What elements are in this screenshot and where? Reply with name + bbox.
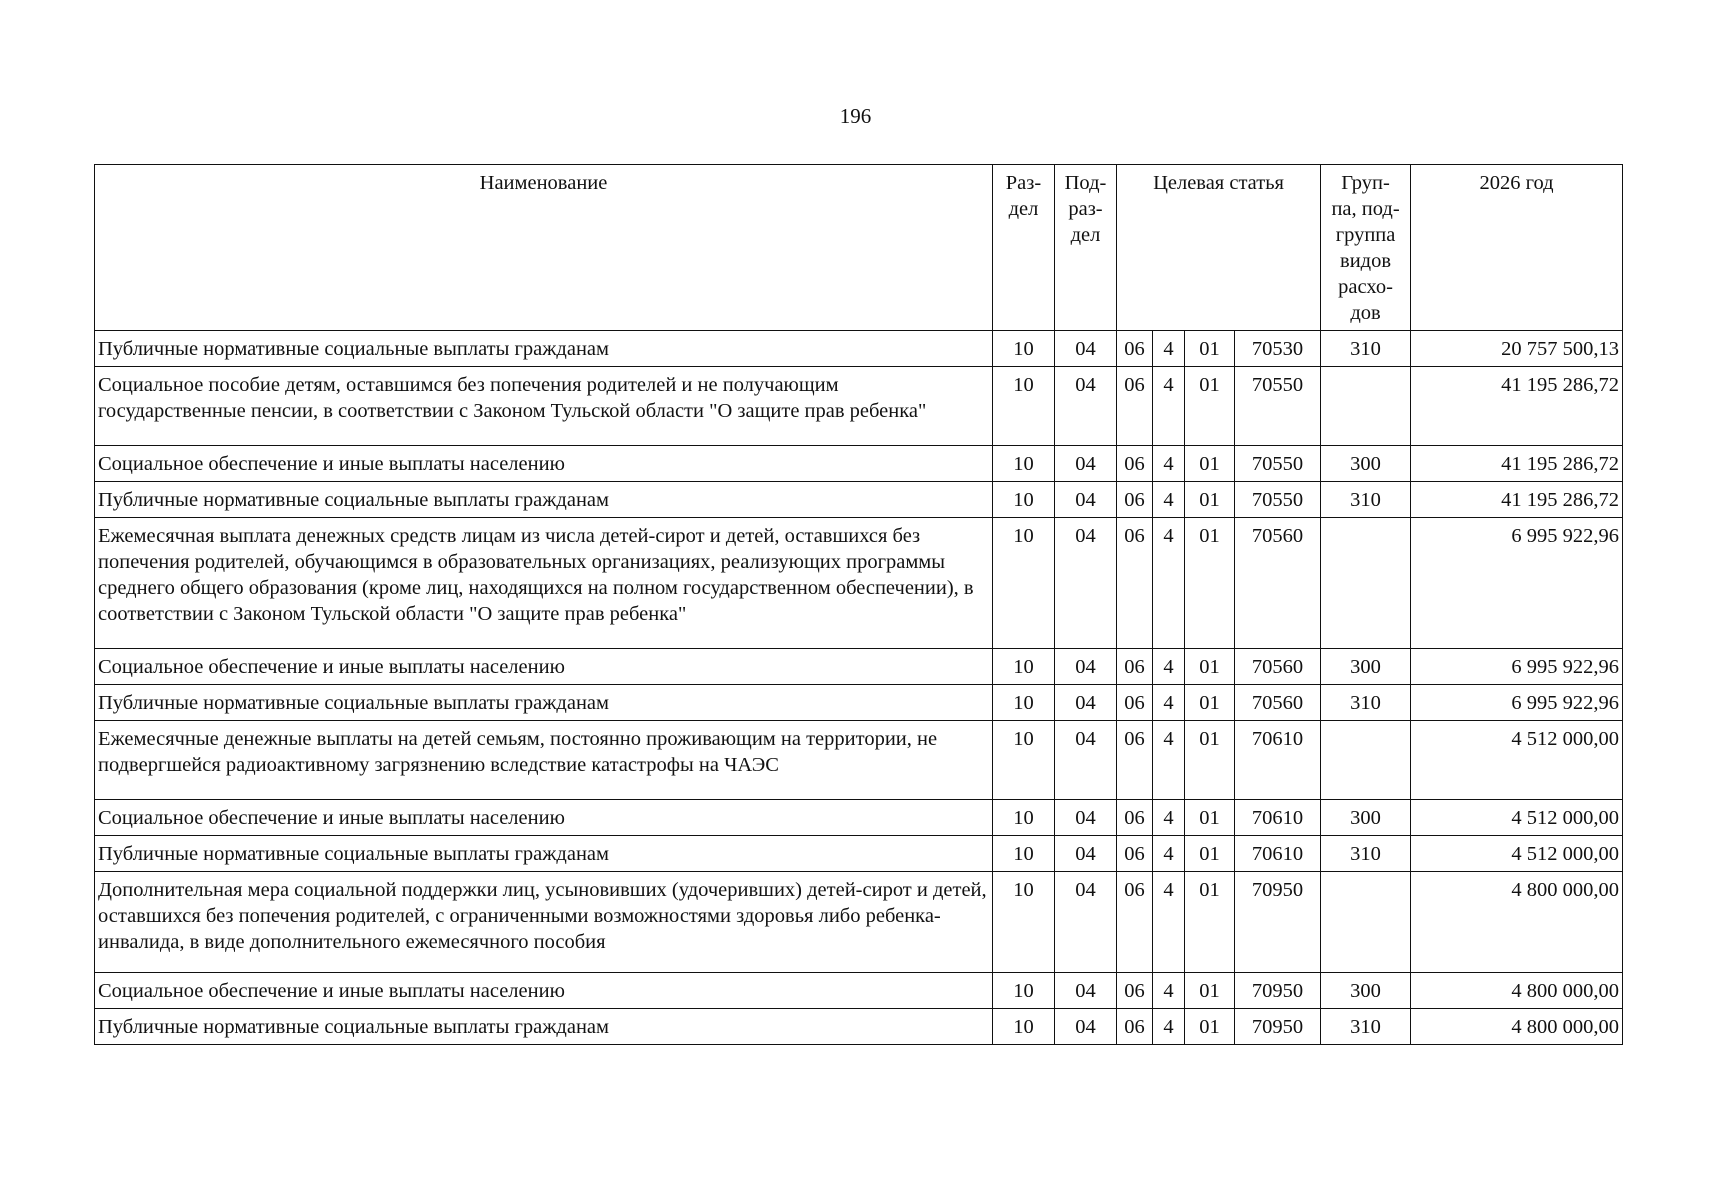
row-section: 10 (993, 685, 1055, 721)
header-year: 2026 год (1411, 165, 1623, 331)
row-name: Социальное обеспечение и иные выплаты населению (95, 446, 993, 482)
row-target-subprogram: 01 (1185, 973, 1235, 1009)
table-row (95, 367, 1623, 446)
row-expense-group: 300 (1321, 446, 1411, 482)
header-name: Наименование (95, 165, 993, 331)
row-expense-group: 310 (1321, 685, 1411, 721)
row-amount: 4 800 000,00 (1411, 872, 1623, 973)
header-subsection: Под- раз- дел (1055, 165, 1117, 331)
row-target-subprogram: 01 (1185, 836, 1235, 872)
row-target-type: 4 (1153, 836, 1185, 872)
row-section: 10 (993, 836, 1055, 872)
row-target-direction: 70950 (1235, 973, 1321, 1009)
row-target-subprogram: 01 (1185, 331, 1235, 367)
table-body (95, 331, 1623, 1045)
row-amount: 41 195 286,72 (1411, 482, 1623, 518)
row-section: 10 (993, 872, 1055, 973)
page-number: 196 (839, 104, 872, 128)
row-amount: 4 800 000,00 (1411, 1009, 1623, 1045)
header-target: Целевая статья (1117, 165, 1321, 331)
row-target-program: 06 (1117, 836, 1153, 872)
row-amount: 41 195 286,72 (1411, 367, 1623, 446)
row-target-direction: 70560 (1235, 518, 1321, 649)
row-target-subprogram: 01 (1185, 872, 1235, 973)
row-target-type: 4 (1153, 367, 1185, 446)
row-expense-group: 310 (1321, 331, 1411, 367)
header-section: Раз- дел (993, 165, 1055, 331)
row-target-program: 06 (1117, 973, 1153, 1009)
row-section: 10 (993, 800, 1055, 836)
row-target-program: 06 (1117, 872, 1153, 973)
row-amount: 4 512 000,00 (1411, 836, 1623, 872)
row-name: Ежемесячные денежные выплаты на детей семьям, постоянно проживающим на территории, не подвергшейся радиоактивному загрязнению вследствие катастрофы на ЧАЭС (95, 721, 993, 800)
row-section: 10 (993, 446, 1055, 482)
budget-table (94, 164, 1623, 1045)
row-expense-group (1321, 518, 1411, 649)
row-name: Дополнительная мера социальной поддержки лиц, усыновивших (удочеривших) детей-сирот и детей, оставшихся без попечения родителей, с ограниченными возможностями здоровья либо ребенка-инвалида, в виде дополнительного ежемесячного пособия (95, 872, 993, 973)
row-section: 10 (993, 1009, 1055, 1045)
table-row (95, 721, 1623, 800)
row-amount: 6 995 922,96 (1411, 518, 1623, 649)
table-row (95, 836, 1623, 872)
row-target-type: 4 (1153, 685, 1185, 721)
row-target-type: 4 (1153, 446, 1185, 482)
row-subsection: 04 (1055, 331, 1117, 367)
row-name: Публичные нормативные социальные выплаты гражданам (95, 836, 993, 872)
row-name: Социальное пособие детям, оставшимся без попечения родителей и не получающим государственные пенсии, в соответствии с Законом Тульской области "О защите прав ребенка" (95, 367, 993, 446)
row-target-type: 4 (1153, 721, 1185, 800)
row-subsection: 04 (1055, 836, 1117, 872)
table-row (95, 872, 1623, 973)
row-target-type: 4 (1153, 800, 1185, 836)
row-target-program: 06 (1117, 1009, 1153, 1045)
row-expense-group: 310 (1321, 836, 1411, 872)
row-target-program: 06 (1117, 367, 1153, 446)
row-amount: 6 995 922,96 (1411, 685, 1623, 721)
row-target-direction: 70530 (1235, 331, 1321, 367)
row-target-program: 06 (1117, 482, 1153, 518)
header-group: Груп- па, под- группа видов расхо- дов (1321, 165, 1411, 331)
row-target-direction: 70560 (1235, 685, 1321, 721)
row-target-direction: 70550 (1235, 367, 1321, 446)
row-name: Ежемесячная выплата денежных средств лицам из числа детей-сирот и детей, оставшихся без попечения родителей, обучающимся в образовательных организациях, реализующих программы среднего общего образования (кроме лиц, находящихся на полном государственном обеспечении), в соответствии с Законом Тульской области "О защите прав ребенка" (95, 518, 993, 649)
row-name: Публичные нормативные социальные выплаты гражданам (95, 1009, 993, 1045)
row-target-direction: 70610 (1235, 800, 1321, 836)
table-row (95, 518, 1623, 649)
row-subsection: 04 (1055, 685, 1117, 721)
row-expense-group (1321, 721, 1411, 800)
row-target-direction: 70950 (1235, 872, 1321, 973)
table-row (95, 446, 1623, 482)
row-section: 10 (993, 973, 1055, 1009)
row-expense-group: 310 (1321, 1009, 1411, 1045)
row-target-direction: 70550 (1235, 446, 1321, 482)
row-target-type: 4 (1153, 331, 1185, 367)
table-row (95, 1009, 1623, 1045)
row-amount: 4 512 000,00 (1411, 721, 1623, 800)
row-amount: 41 195 286,72 (1411, 446, 1623, 482)
table-row (95, 649, 1623, 685)
row-target-program: 06 (1117, 649, 1153, 685)
row-name: Социальное обеспечение и иные выплаты населению (95, 973, 993, 1009)
row-subsection: 04 (1055, 1009, 1117, 1045)
table-row (95, 331, 1623, 367)
row-subsection: 04 (1055, 649, 1117, 685)
row-target-subprogram: 01 (1185, 685, 1235, 721)
row-target-program: 06 (1117, 518, 1153, 649)
row-expense-group: 300 (1321, 973, 1411, 1009)
row-amount: 4 800 000,00 (1411, 973, 1623, 1009)
row-target-subprogram: 01 (1185, 367, 1235, 446)
row-target-direction: 70560 (1235, 649, 1321, 685)
row-subsection: 04 (1055, 973, 1117, 1009)
table-row (95, 685, 1623, 721)
table-row (95, 482, 1623, 518)
row-subsection: 04 (1055, 721, 1117, 800)
row-target-direction: 70550 (1235, 482, 1321, 518)
row-subsection: 04 (1055, 482, 1117, 518)
row-target-subprogram: 01 (1185, 518, 1235, 649)
row-section: 10 (993, 518, 1055, 649)
row-amount: 4 512 000,00 (1411, 800, 1623, 836)
row-name: Социальное обеспечение и иные выплаты населению (95, 800, 993, 836)
row-target-program: 06 (1117, 331, 1153, 367)
row-target-subprogram: 01 (1185, 721, 1235, 800)
row-target-type: 4 (1153, 973, 1185, 1009)
row-target-direction: 70610 (1235, 721, 1321, 800)
row-subsection: 04 (1055, 872, 1117, 973)
row-expense-group: 300 (1321, 649, 1411, 685)
row-target-type: 4 (1153, 482, 1185, 518)
row-target-type: 4 (1153, 1009, 1185, 1045)
row-expense-group: 300 (1321, 800, 1411, 836)
row-section: 10 (993, 649, 1055, 685)
row-target-subprogram: 01 (1185, 800, 1235, 836)
row-name: Публичные нормативные социальные выплаты гражданам (95, 331, 993, 367)
row-target-program: 06 (1117, 446, 1153, 482)
table-header-row (95, 165, 1623, 331)
row-target-type: 4 (1153, 649, 1185, 685)
row-target-type: 4 (1153, 872, 1185, 973)
row-target-type: 4 (1153, 518, 1185, 649)
row-subsection: 04 (1055, 800, 1117, 836)
row-subsection: 04 (1055, 446, 1117, 482)
row-name: Публичные нормативные социальные выплаты гражданам (95, 482, 993, 518)
row-section: 10 (993, 331, 1055, 367)
row-target-program: 06 (1117, 685, 1153, 721)
row-target-subprogram: 01 (1185, 482, 1235, 518)
table-row (95, 800, 1623, 836)
row-name: Социальное обеспечение и иные выплаты населению (95, 649, 993, 685)
row-target-subprogram: 01 (1185, 649, 1235, 685)
row-target-program: 06 (1117, 721, 1153, 800)
row-section: 10 (993, 482, 1055, 518)
row-name: Публичные нормативные социальные выплаты гражданам (95, 685, 993, 721)
row-target-direction: 70950 (1235, 1009, 1321, 1045)
row-subsection: 04 (1055, 367, 1117, 446)
row-expense-group (1321, 872, 1411, 973)
row-target-subprogram: 01 (1185, 1009, 1235, 1045)
row-expense-group (1321, 367, 1411, 446)
row-target-subprogram: 01 (1185, 446, 1235, 482)
row-subsection: 04 (1055, 518, 1117, 649)
row-section: 10 (993, 367, 1055, 446)
row-section: 10 (993, 721, 1055, 800)
row-expense-group: 310 (1321, 482, 1411, 518)
row-target-direction: 70610 (1235, 836, 1321, 872)
table-row (95, 973, 1623, 1009)
row-amount: 20 757 500,13 (1411, 331, 1623, 367)
row-target-program: 06 (1117, 800, 1153, 836)
row-amount: 6 995 922,96 (1411, 649, 1623, 685)
